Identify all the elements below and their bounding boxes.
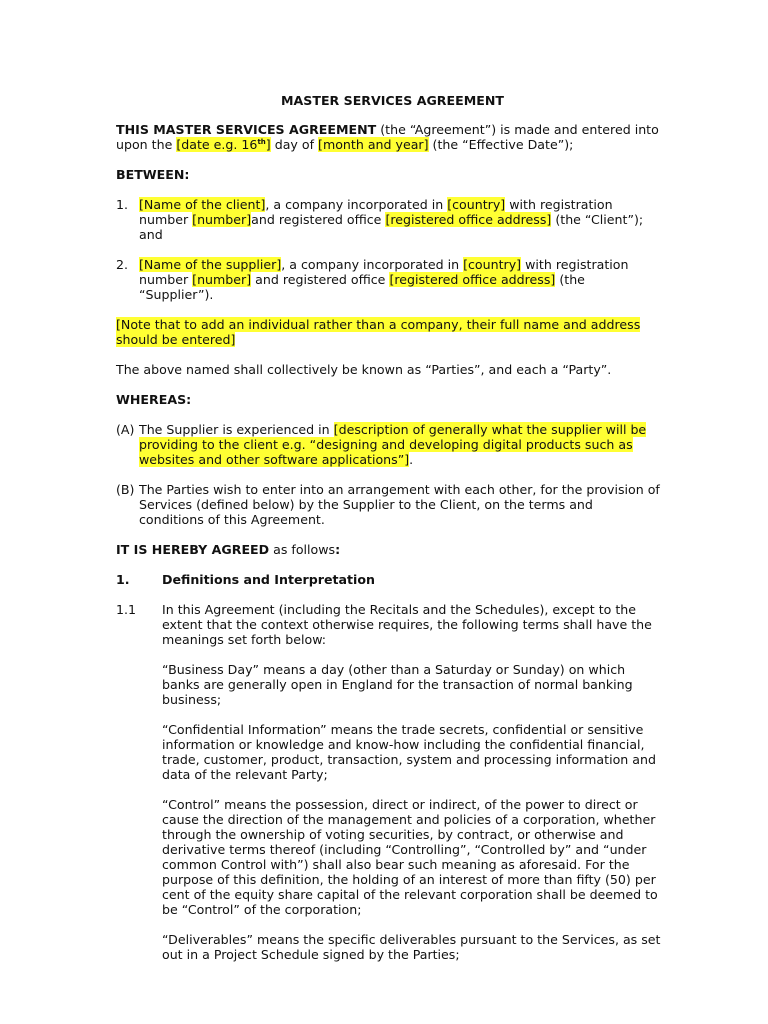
intro-text: (the “Effective Date”); (428, 137, 574, 152)
country-placeholder: [country] (447, 197, 506, 212)
note-placeholder: [Note that to add an individual rather than a company, their full name and address should be entered] (116, 317, 641, 347)
number-placeholder: [number] (192, 212, 252, 227)
intro-paragraph (116, 122, 661, 152)
document-content (116, 93, 661, 977)
recital-a (116, 422, 661, 467)
individual-note (116, 317, 661, 347)
date-placeholder-text: [date e.g. 16 (176, 137, 258, 152)
party-number: 2. (116, 257, 129, 272)
party-text-run: and registered office (251, 212, 386, 227)
between-heading (116, 167, 661, 182)
month-placeholder: [month and year] (318, 137, 429, 152)
section-heading-definitions (116, 572, 661, 587)
definition-control: “Control” means the possession, direct or indirect, of the power to direct or cause the direction of the management and policies of a corporation, whether through the ownership of voting securities, by contract, or otherwise and derivative terms thereof (including “Controlling”, “Controlled by” and “under common Control with”) shall also bear such meaning as aforesaid. For the purpose of this definition, the holding of an interest of more than fifty (50) per cent of the equity share capital of the relevant corporation shall be deemed to be “Control” of the corporation; (162, 797, 658, 917)
date-placeholder-close: ] (265, 137, 271, 152)
party-text-run: (the “Client”); and (139, 212, 644, 242)
intro-text: (the “Agreement”) is made and entered into upon the (116, 122, 659, 152)
service-description-placeholder: [description of generally what the supplier will be providing to the client e.g. “designing and developing digital products such as websites and other software applications”] (139, 422, 647, 467)
recital-number: (B) (116, 482, 135, 497)
party-text (139, 257, 661, 302)
address-placeholder: [registered office address] (385, 212, 552, 227)
party-client (116, 197, 661, 242)
whereas-heading (116, 392, 661, 407)
supplier-name-placeholder: [Name of the supplier] (139, 257, 282, 272)
collective-definition: The above named shall collectively be known as “Parties”, and each a “Party”. (116, 362, 612, 377)
number-placeholder: [number] (192, 272, 252, 287)
date-superscript: th (257, 137, 266, 146)
agreed-bold: IT IS HEREBY AGREED (116, 542, 270, 557)
definition-business-day: “Business Day” means a day (other than a Saturday or Sunday) on which banks are generally open in England for the transaction of normal banking business; (162, 662, 633, 707)
agreed-statement (116, 542, 661, 557)
recital-text (139, 422, 661, 467)
recital-text: The Parties wish to enter into an arrangement with each other, for the provision of Services (defined below) by the Supplier to the Client, on the terms and conditions of this Agreement. (139, 482, 660, 527)
section-number: 1. (116, 572, 130, 587)
intro-text: day of (270, 137, 319, 152)
definition-deliverables: “Deliverables” means the specific deliverables pursuant to the Services, as set out in a Project Schedule signed by the Parties; (162, 932, 661, 962)
party-number: 1. (116, 197, 129, 212)
clause-number: 1.1 (116, 602, 137, 617)
party-text-run: with registration number (139, 257, 629, 287)
recital-b (116, 482, 661, 527)
definition-confidential-information: “Confidential Information” means the trade secrets, confidential or sensitive information or knowledge and know-how including the confidential financial, trade, customer, product, transaction, system and processing information and data of the relevant Party; (162, 722, 656, 782)
recital-number: (A) (116, 422, 135, 437)
agreed-colon: : (335, 542, 341, 557)
intro-lead: THIS MASTER SERVICES AGREEMENT (116, 122, 377, 137)
whereas-label: WHEREAS: (116, 392, 192, 407)
date-placeholder (176, 137, 270, 152)
party-supplier (116, 257, 661, 302)
party-text (139, 197, 661, 242)
party-text-run: and registered office (251, 272, 390, 287)
document-title: MASTER SERVICES AGREEMENT (281, 93, 504, 108)
between-label: BETWEEN: (116, 167, 190, 182)
country-placeholder: [country] (463, 257, 522, 272)
recital-text-run: The Supplier is experienced in (139, 422, 334, 437)
clause-1-1 (116, 602, 661, 647)
party-text-run: (the “Supplier”). (139, 272, 585, 302)
party-text-run: , a company incorporated in (281, 257, 464, 272)
agreed-text: as follows (269, 542, 336, 557)
party-text-run: with registration number (139, 197, 613, 227)
recital-text-run: . (409, 452, 414, 467)
party-text-run: , a company incorporated in (265, 197, 448, 212)
client-name-placeholder: [Name of the client] (139, 197, 266, 212)
section-title: Definitions and Interpretation (162, 572, 375, 587)
address-placeholder: [registered office address] (389, 272, 556, 287)
clause-text: In this Agreement (including the Recitals and the Schedules), except to the extent that the context otherwise requires, the following terms shall have the meanings set forth below: (162, 602, 652, 647)
